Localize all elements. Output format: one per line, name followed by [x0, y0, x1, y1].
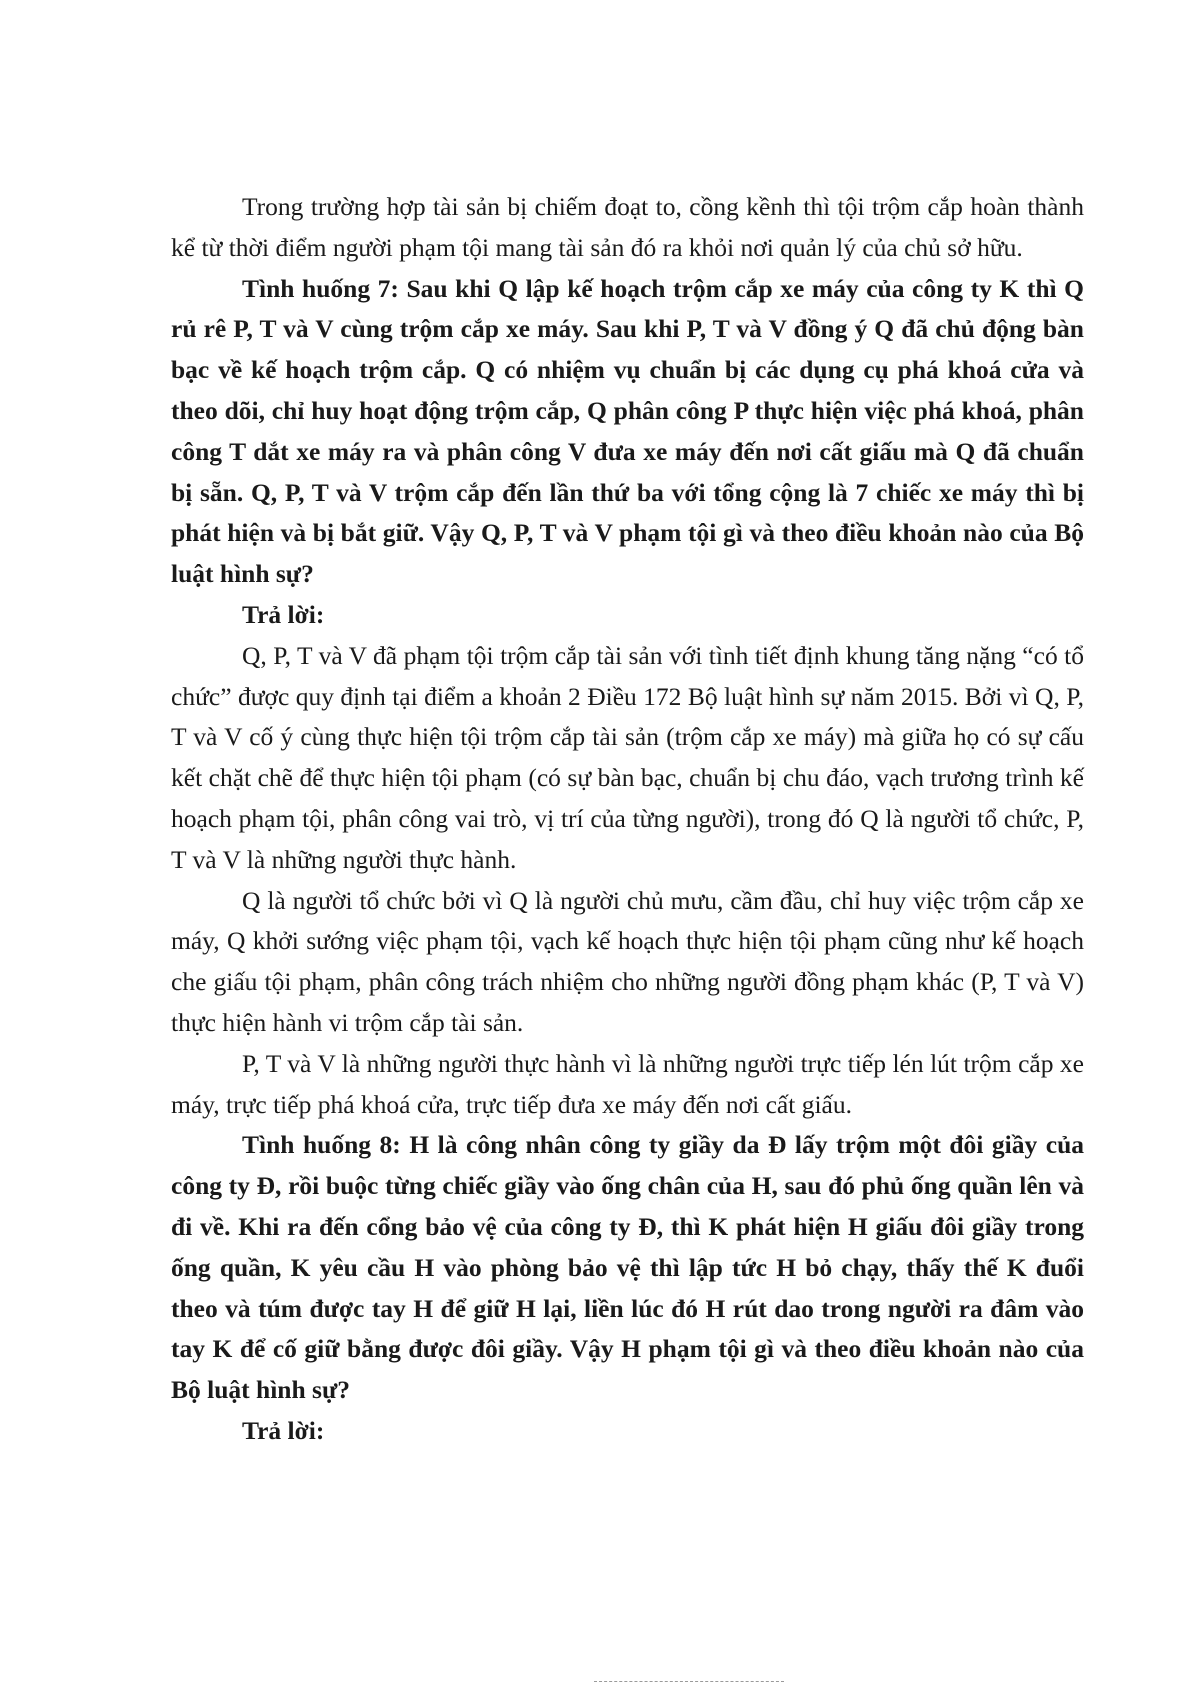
paragraph-answer-heading-7: Trả lời:	[242, 599, 325, 629]
page-bottom-rule	[594, 1681, 784, 1682]
paragraph-answer-heading-8: Trả lời:	[242, 1415, 325, 1445]
paragraph-theft-completion: Trong trường hợp tài sản bị chiếm đoạt to, cồng kềnh thì tội trộm cắp hoàn thành kể từ thời điểm người phạm tội mang tài sản đó ra khỏi nơi quản lý của chủ sở hữu.	[171, 192, 1084, 262]
paragraph-answer-7-main: Q, P, T và V đã phạm tội trộm cắp tài sản với tình tiết định khung tăng nặng “có tổ chức” được quy định tại điểm a khoản 2 Điều 172 Bộ luật hình sự năm 2015. Bởi vì Q, P, T và V cố ý cùng thực hiện tội trộm cắp tài sản (trộm cắp xe máy) mà giữa họ có sự cấu kết chặt chẽ để thực hiện tội phạm (có sự bàn bạc, chuẩn bị chu đáo, vạch trương trình kế hoạch phạm tội, phân công vai trò, vị trí của từng người), trong đó Q là người tổ chức, P, T và V là những người thực hành.	[171, 640, 1084, 874]
paragraph-situation-8-question: Tình huống 8: H là công nhân công ty giầy da Đ lấy trộm một đôi giầy của công ty Đ, rồi buộc từng chiếc giầy vào ống chân của H, sau đó phủ ống quần lên và đi về. Khi ra đến cổng bảo vệ của công ty Đ, thì K phát hiện H giấu đôi giầy trong ống quần, K yêu cầu H vào phòng bảo vệ thì lập tức H bỏ chạy, thấy thế K đuổi theo và túm được tay H để giữ H lại, liền lúc đó H rút dao trong người ra đâm vào tay K để cố giữ bằng được đôi giầy. Vậy H phạm tội gì và theo điều khoản nào của Bộ luật hình sự?	[171, 1130, 1084, 1405]
paragraph-answer-7-executors: P, T và V là những người thực hành vì là những người trực tiếp lén lút trộm cắp xe máy, trực tiếp phá khoá cửa, trực tiếp đưa xe máy đến nơi cất giấu.	[171, 1048, 1084, 1119]
paragraph-situation-7-question: Tình huống 7: Sau khi Q lập kế hoạch trộm cắp xe máy của công ty K thì Q rủ rê P, T và V cùng trộm cắp xe máy. Sau khi P, T và V đồng ý Q đã chủ động bàn bạc về kế hoạch trộm cắp. Q có nhiệm vụ chuẩn bị các dụng cụ phá khoá cửa và theo dõi, chỉ huy hoạt động trộm cắp, Q phân công P thực hiện việc phá khoá, phân công T dắt xe máy ra và phân công V đưa xe máy đến nơi cất giấu mà Q đã chuẩn bị sẵn. Q, P, T và V trộm cắp đến lần thứ ba với tổng cộng là 7 chiếc xe máy thì bị phát hiện và bị bắt giữ. Vậy Q, P, T và V phạm tội gì và theo điều khoản nào của Bộ luật hình sự?	[171, 273, 1084, 589]
document-page	[171, 187, 1084, 1452]
paragraph-answer-7-organizer: Q là người tổ chức bởi vì Q là người chủ mưu, cầm đầu, chỉ huy việc trộm cắp xe máy, Q khởi sướng việc phạm tội, vạch kế hoạch thực hiện tội phạm cũng như kế hoạch che giấu tội phạm, phân công trách nhiệm cho những người đồng phạm khác (P, T và V) thực hiện hành vi trộm cắp tài sản.	[171, 885, 1084, 1037]
